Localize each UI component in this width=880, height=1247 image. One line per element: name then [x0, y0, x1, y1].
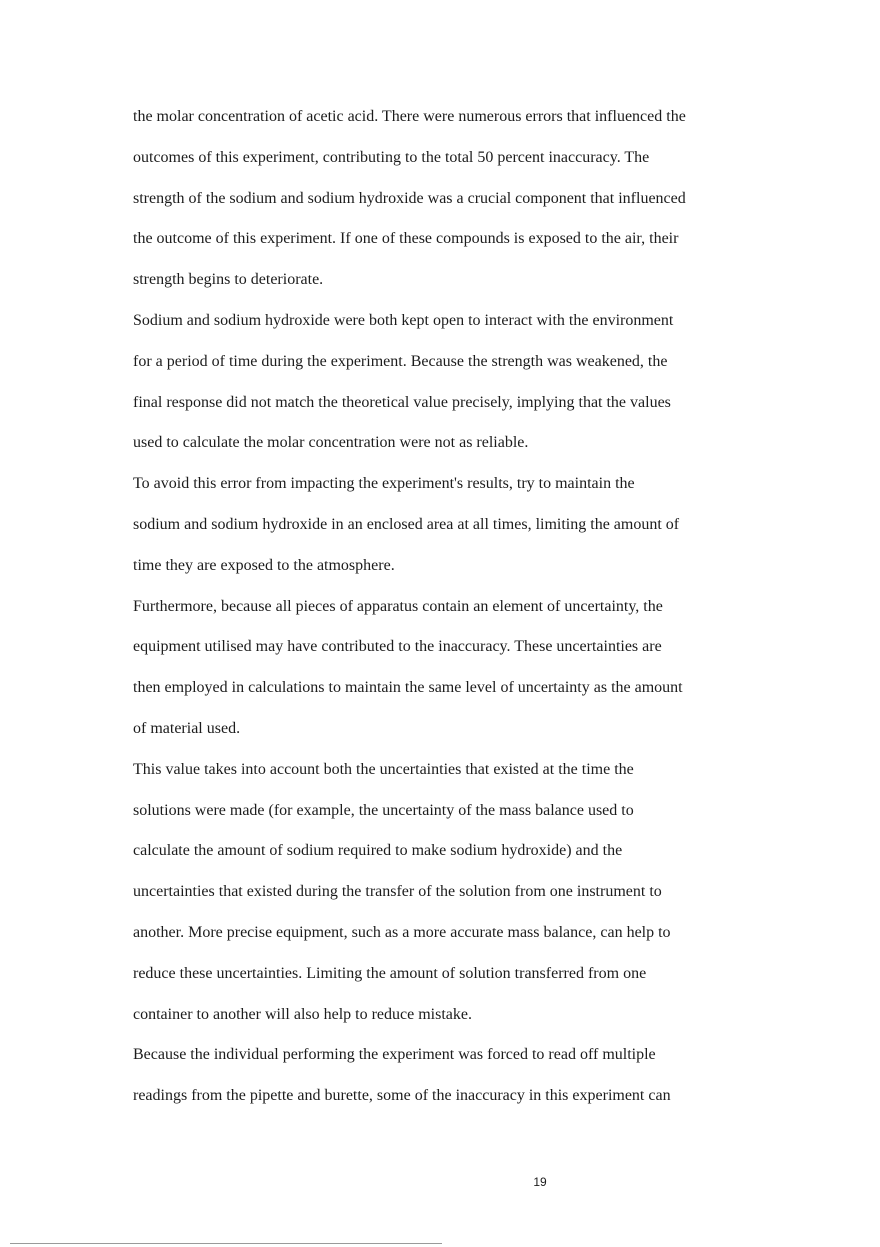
text-line: the molar concentration of acetic acid. There were numerous errors that influenced the [133, 108, 686, 125]
text-line: reduce these uncertainties. Limiting the amount of solution transferred from one [133, 964, 647, 982]
footer-divider [10, 1243, 442, 1244]
text-line: the outcome of this experiment. If one of these compounds is exposed to the air, their [133, 230, 679, 248]
text-line: equipment utilised may have contributed to the inaccuracy. These uncertainties are [133, 638, 662, 656]
text-line: then employed in calculations to maintain the same level of uncertainty as the amount [133, 679, 683, 697]
text-line: time they are exposed to the atmosphere. [133, 556, 395, 574]
text-line: final response did not match the theoretical value precisely, implying that the values [133, 393, 671, 411]
text-line: uncertainties that existed during the transfer of the solution from one instrument to [133, 883, 662, 901]
text-line: This value takes into account both the uncertainties that existed at the time the [133, 760, 634, 778]
text-line: outcomes of this experiment, contributing to the total 50 percent inaccuracy. The [133, 148, 650, 166]
text-line: readings from the pipette and burette, some of the inaccuracy in this experiment can [133, 1087, 671, 1105]
text-line: sodium and sodium hydroxide in an enclosed area at all times, limiting the amount of [133, 515, 680, 533]
text-line: strength begins to deteriorate. [133, 271, 324, 289]
text-line: Furthermore, because all pieces of apparatus contain an element of uncertainty, the [133, 597, 663, 615]
text-line: for a period of time during the experiment. Because the strength was weakened, the [133, 352, 668, 370]
text-line: container to another will also help to reduce mistake. [133, 1005, 472, 1023]
text-line: of material used. [133, 719, 241, 737]
text-line: To avoid this error from impacting the experiment's results, try to maintain the [133, 475, 635, 493]
text-line: solutions were made (for example, the uncertainty of the mass balance used to [133, 801, 634, 819]
text-line: Because the individual performing the experiment was forced to read off multiple [133, 1046, 656, 1064]
text-line: another. More precise equipment, such as a more accurate mass balance, can help to [133, 923, 671, 941]
text-line: calculate the amount of sodium required to make sodium hydroxide) and the [133, 842, 623, 860]
text-line: strength of the sodium and sodium hydroxide was a crucial component that influenced [133, 189, 686, 207]
text-line: Sodium and sodium hydroxide were both kept open to interact with the environment [133, 311, 674, 329]
body-text [133, 102, 773, 1122]
text-line: used to calculate the molar concentration were not as reliable. [133, 434, 529, 452]
page-number: 19 [533, 1175, 547, 1189]
